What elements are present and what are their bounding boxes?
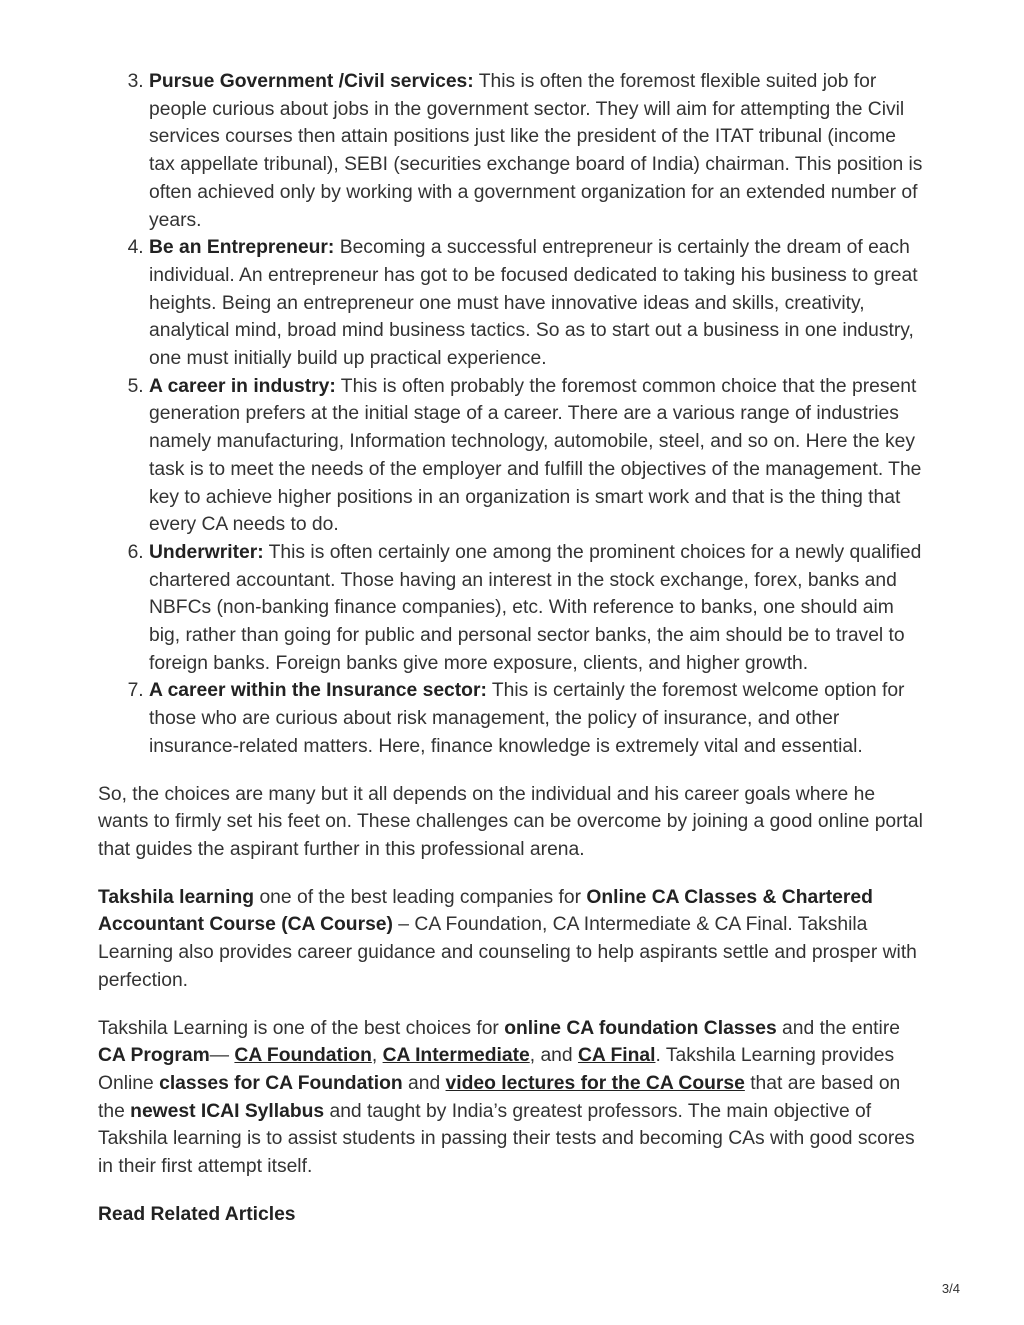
list-item-text: This is certainly the foremost welcome option for those who are curious about risk management, the policy of insurance, and other insurance-related matters. Here, finance knowledge is extremely vital and essential. — [149, 680, 905, 757]
list-item-title: A career in industry: — [149, 375, 336, 397]
list-item-text: This is often probably the foremost common choice that the present generation prefers at the initial stage of a career. There are a various range of industries namely manufacturing, Information technology, automobile, steel, and so on. Here the key task is to meet the needs of the employer and fulfill the objectives of the management. The key to achieve higher positions in an organization is smart work and that is the thing that every CA needs to do. — [149, 375, 922, 536]
ca-foundation-link[interactable]: CA Foundation — [234, 1045, 372, 1067]
list-item-text: Becoming a successful entrepreneur is certainly the dream of each individual. An entrepreneur has got to be focused dedicated to taking his business to great heights. Being an entrepreneur one must have innovative ideas and skills, creativity, analytical mind, broad mind business tactics. So as to start out a business in one industry, one must initially build up practical experience. — [149, 237, 918, 370]
text-run: , — [371, 1045, 383, 1067]
career-options-list — [98, 68, 924, 761]
text-run: that are based on the — [98, 1072, 901, 1122]
text-run: and taught by India’s greatest professors. The main objective of Takshila learning is to assist students in passing their tests and becoming CAs with good scores in their first attempt itself. — [98, 1100, 915, 1178]
list-item-title: Pursue Government /Civil services: — [149, 71, 474, 92]
list-item — [149, 539, 924, 678]
page-number: 3/4 — [941, 1281, 960, 1296]
bold-text: Takshila learning — [98, 886, 255, 908]
bold-text: newest ICAI Syllabus — [130, 1100, 325, 1122]
list-item-text: This is often the foremost flexible suited job for people curious about jobs in the government sector. They will aim for attempting the Civil services courses then attain positions just like the president of the ITAT tribunal (income tax appellate tribunal), SEBI (securities exchange board of India) chairman. This position is often achieved only by working with a government organization for an extended number of years. — [149, 71, 923, 231]
list-item-title: A career within the Insurance sector: — [149, 680, 487, 702]
list-item — [149, 677, 924, 760]
text-run: one of the best leading companies for — [254, 886, 587, 908]
list-item-text: This is often certainly one among the prominent choices for a newly qualified chartered accountant. Those having an interest in the stock exchange, forex, banks and NBFCs (non-banking finance companies), etc. With reference to banks, one should aim big, rather than going for public and personal sector banks, the aim should be to travel to foreign banks. Foreign banks give more exposure, clients, and higher growth. — [149, 541, 922, 674]
list-item — [149, 373, 924, 539]
bold-text: CA Program — [98, 1045, 210, 1067]
bold-text: classes for CA Foundation — [159, 1072, 403, 1094]
takshila-intro-paragraph — [98, 884, 924, 995]
text-run: — — [209, 1045, 235, 1067]
text-run: , and — [529, 1045, 578, 1067]
bold-text: online CA foundation Classes — [504, 1017, 777, 1039]
list-item-title: Be an Entrepreneur: — [149, 237, 335, 259]
bold-text: Online CA Classes & Chartered Accountant Course (CA Course) — [98, 886, 873, 936]
text-run: and — [402, 1072, 446, 1094]
text-run: Takshila Learning is one of the best choices for — [98, 1017, 505, 1039]
text-run: and the entire — [776, 1017, 900, 1039]
summary-paragraph: So, the choices are many but it all depends on the individual and his career goals where he wants to firmly set his feet on. These challenges can be overcome by joining a good online portal that guides the aspirant further in this professional arena. — [98, 783, 923, 860]
ca-intermediate-link[interactable]: CA Intermediate — [382, 1045, 530, 1067]
list-item-title: Underwriter: — [149, 541, 264, 563]
ca-final-link[interactable]: CA Final — [577, 1045, 656, 1067]
list-item — [149, 234, 924, 373]
video-lectures-link[interactable]: video lectures for the CA Course — [445, 1072, 745, 1094]
document-body — [98, 68, 924, 1228]
text-run: . Takshila Learning provides Online — [98, 1045, 895, 1094]
text-run: – CA Foundation, CA Intermediate & CA Final. Takshila Learning also provides career guidance and counseling to help aspirants settle and prosper with perfection. — [98, 914, 917, 991]
related-articles-heading: Read Related Articles — [98, 1203, 296, 1225]
takshila-programs-paragraph — [98, 1015, 924, 1181]
list-item — [149, 68, 924, 234]
